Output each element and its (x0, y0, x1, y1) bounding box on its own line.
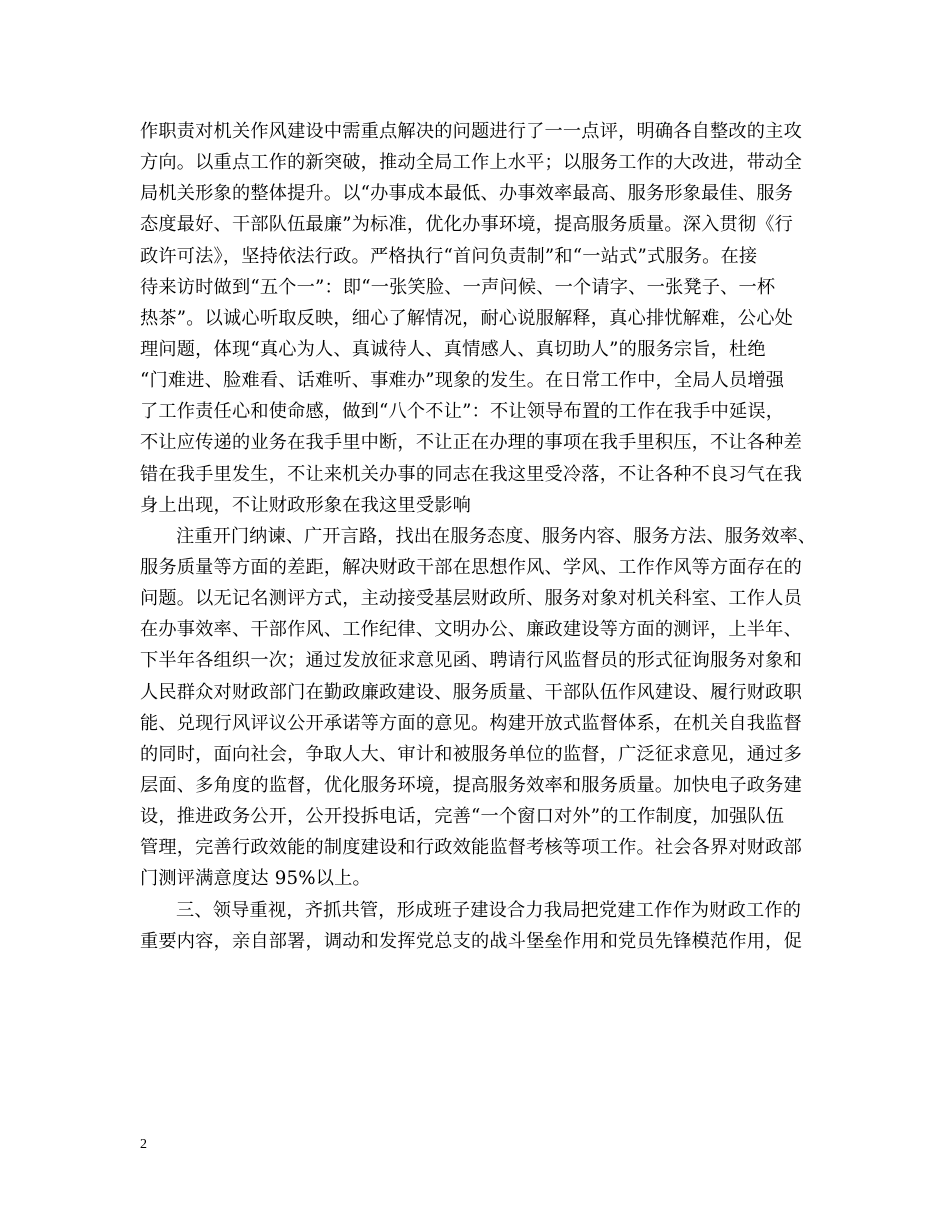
text-line: 的同时，面向社会，争取人大、审计和被服务单位的监督，广泛征求意见，通过多 (140, 743, 802, 765)
text-line: 下半年各组织一次；通过发放征求意见函、聘请行风监督员的形式征询服务对象和 (140, 650, 802, 672)
text-line: 政许可法》，坚持依法行政。严格执行“首问负责制”和“一站式”式服务。在接 (140, 245, 758, 267)
text-line: “门难进、脸难看、话难听、事难办”现象的发生。在日常工作中，全局人员增强 (140, 370, 785, 392)
text-line: 注重开门纳谏、广开言路，找出在服务态度、服务内容、服务方法、服务效率、 (176, 525, 817, 547)
document-body (140, 116, 816, 957)
text-line: 错在我手里发生，不让来机关办事的同志在我这里受冷落，不让各种不良习气在我 (140, 463, 802, 485)
text-line: 了工作责任心和使命感，做到“八个不让”：不让领导布置的工作在我手中延误， (140, 401, 785, 423)
page-number: 2 (140, 1137, 147, 1152)
text-line: 三、领导重视，齐抓共管，形成班子建设合力我局把党建工作作为财政工作的 (176, 899, 802, 921)
text-line: 人民群众对财政部门在勤政廉政建设、服务质量、干部队伍作风建设、履行财政职 (140, 681, 802, 703)
text-line: 在办事效率、干部作风、工作纪律、文明办公、廉政建设等方面的测评，上半年、 (140, 619, 802, 641)
text-line: 设，推进政务公开，公开投拆电话，完善“一个窗口对外”的工作制度，加强队伍 (140, 806, 785, 828)
paragraph-3 (140, 895, 816, 957)
text-line: 作职责对机关作风建设中需重点解决的问题进行了一一点评，明确各自整改的主攻 (140, 121, 802, 142)
text-line: 层面、多角度的监督，优化服务环境，提高服务效率和服务质量。加快电子政务建 (140, 774, 802, 796)
text-line: 重要内容，亲自部署，调动和发挥党总支的战斗堡垒作用和党员先锋模范作用，促 (140, 930, 802, 952)
paragraph-1 (140, 116, 816, 521)
text-line: 热茶”。以诚心听取反映，细心了解情况，耐心说服解释，真心排忧解难，公心处 (140, 307, 794, 329)
text-line: 态度最好、干部队伍最廉”为标准，优化办事环境，提高服务质量。深入贯彻《行 (140, 214, 794, 236)
text-line: 问题。以无记名测评方式，主动接受基层财政所、服务对象对机关科室、工作人员 (140, 588, 802, 610)
text-line: 能、兑现行风评议公开承诺等方面的意见。构建开放式监督体系，在机关自我监督 (140, 712, 802, 734)
text-line: 身上出现，不让财政形象在我这里受影响 (140, 494, 471, 516)
text-line: 方向。以重点工作的新突破，推动全局工作上水平；以服务工作的大改进，带动全 (140, 152, 802, 174)
text-line: 局机关形象的整体提升。以“办事成本最低、办事效率最高、服务形象最佳、服务 (140, 183, 794, 205)
text-line: 服务质量等方面的差距，解决财政干部在思想作风、学风、工作作风等方面存在的 (140, 556, 802, 578)
text-line: 不让应传递的业务在我手里中断，不让正在办理的事项在我手里积压，不让各种差 (140, 432, 802, 454)
paragraph-2 (140, 521, 816, 895)
text-line: 理问题，体现“真心为人、真诚待人、真情感人、真切助人”的服务宗旨，杜绝 (140, 338, 766, 360)
text-line: 管理，完善行政效能的制度建设和行政效能监督考核等项工作。社会各界对财政部 (140, 837, 802, 859)
text-line: 门测评满意度达 95%以上。 (140, 868, 371, 890)
text-line: 待来访时做到“五个一”：即“一张笑脸、一声问候、一个请字、一张凳子、一杯 (140, 276, 776, 298)
